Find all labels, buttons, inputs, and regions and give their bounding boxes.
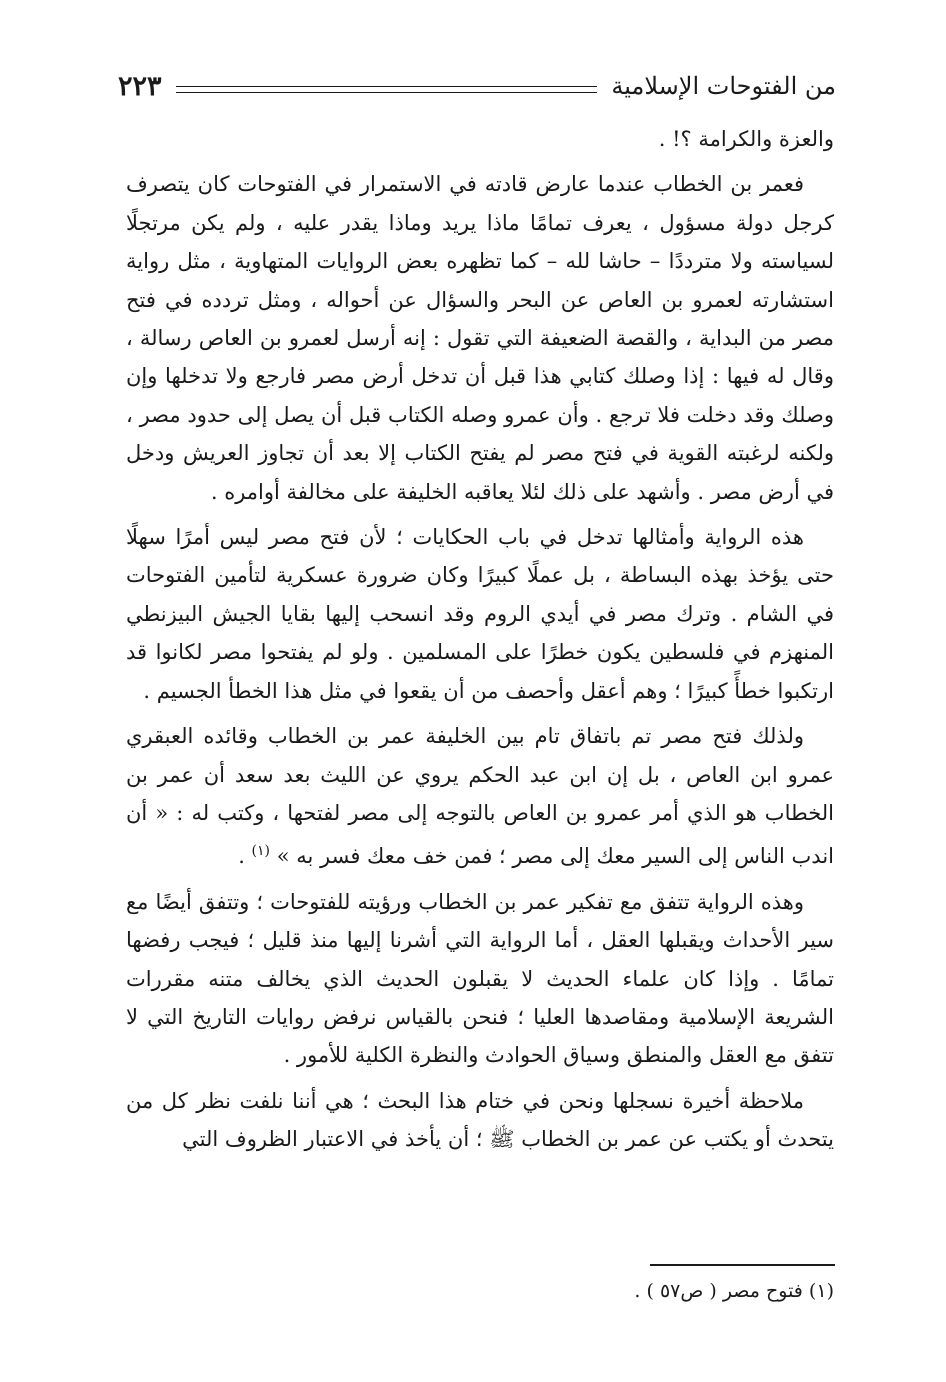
footnote: (١) فتوح مصر ( ص٥٧ ) . [634, 1280, 834, 1302]
footnote-reference[interactable]: (١) [251, 843, 271, 860]
page-number: ٢٢٣ [118, 70, 162, 102]
paragraph-3: هذه الرواية وأمثالها تدخل في باب الحكايات ؛ لأن فتح مصر ليس أمرًا سهلًا حتى يؤخذ بهذه البساطة ، بل عملًا كبيرًا وكان ضرورة عسكرية لتأمين الفتوحات في الشام . وترك مصر في أيدي الروم وقد انسحب إليها بقايا الجيش البيزنطي المنهزم في فلسطين يكون خطرًا على المسلمين . ولو لم يفتحوا مصر لكانوا قد ارتكبوا خطأً كبيرًا ؛ وهم أعقل وأحصف من أن يقعوا في مثل هذا الخطأ الجسيم . [126, 525, 834, 703]
paragraph-6: ملاحظة أخيرة نسجلها ونحن في ختام هذا البحث ؛ هي أننا نلفت نظر كل من يتحدث أو يكتب عن عمر بن الخطاب ﷺ ؛ أن يأخذ في الاعتبار الظروف التي [126, 1088, 834, 1152]
page-header [118, 66, 836, 106]
paragraph-4-tail: . [238, 844, 252, 869]
paragraph-5: وهذه الرواية تتفق مع تفكير عمر بن الخطاب ورؤيته للفتوحات ؛ وتتفق أيضًا مع سير الأحداث ويقبلها العقل ، أما الرواية التي أشرنا إليها منذ قليل ؛ فيجب رفضها تمامًا . وإذا كان علماء الحديث لا يقبلون الحديث الذي يخالف متنه مقررات الشريعة الإسلامية ومقاصدها العليا ؛ فنحن بالقياس نرفض روايات التاريخ التي لا تتفق مع العقل والمنطق وسياق الحوادث والنظرة الكلية للأمور . [126, 889, 834, 1068]
header-rule [176, 86, 598, 93]
running-title: من الفتوحات الإسلامية [611, 72, 836, 100]
footnote-rule [650, 1264, 835, 1266]
paragraph-2: فعمر بن الخطاب عندما عارض قادته في الاستمرار في الفتوحات كان يتصرف كرجل دولة مسؤول ، يعرف تمامًا ماذا يريد وماذا يقدر عليه ، ولم يكن مرتجلًا لسياسته ولا مترددًا – حاشا لله – كما تظهره بعض الروايات المتهاوية ، مثل رواية استشارته لعمرو بن العاص عن البحر والسؤال عن أحواله ، ومثل تردده في فتح مصر من البداية ، والقصة الضعيفة التي تقول : إنه أرسل لعمرو بن العاص رسالة ، وقال له فيها : إذا وصلك كتابي هذا قبل أن تدخل أرض مصر فارجع ولا تدخلها وإن وصلك وقد دخلت فلا ترجع . وأن عمرو وصله الكتاب قبل أن يصل إلى حدود مصر ، ولكنه لرغبته القوية في فتح مصر لم يفتح الكتاب إلا بعد أن تجاوز العريش ودخل في أرض مصر . وأشهد على ذلك لئلا يعاقبه الخليفة على مخالفة أوامره . [126, 172, 834, 504]
paragraph-1: والعزة والكرامة ؟! . [658, 127, 834, 151]
paragraph-4-text: ولذلك فتح مصر تم باتفاق تام بين الخليفة عمر بن الخطاب وقائده العبقري عمرو ابن العاص ، بل إن ابن عبد الحكم يروي عن الليث بعد سعد أن عمر بن الخطاب هو الذي أمر عمرو بن العاص بالتوجه إلى مصر لفتحها ، وكتب له : « أن اندب الناس إلى السير معك إلى مصر ؛ فمن خف معك فسر به » [126, 724, 834, 869]
body-text [126, 120, 834, 1159]
paragraph-4 [126, 717, 834, 876]
